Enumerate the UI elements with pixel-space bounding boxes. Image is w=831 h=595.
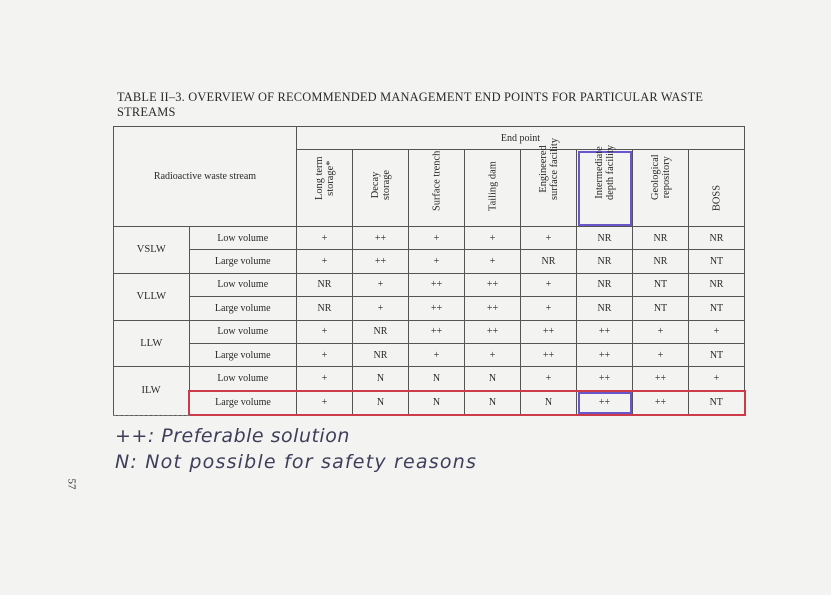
endpoint-cell: + [689,320,745,343]
column-header-label [538,138,560,200]
endpoint-cell: + [633,320,689,343]
column-header-0 [297,150,353,227]
endpoint-cell: NR [577,297,633,320]
endpoint-cell: N [409,367,465,391]
endpoint-cell: NR [633,227,689,250]
management-endpoints-table [113,126,746,416]
endpoint-cell: NR [521,250,577,273]
column-header-label [487,161,498,211]
column-header-7 [689,150,745,227]
table-row [114,367,745,391]
endpoint-cell: ++ [577,391,633,415]
endpoint-cell: N [409,391,465,415]
stream-header: Radioactive waste stream [114,127,297,227]
endpoint-cell: NR [633,250,689,273]
table-row [114,273,745,296]
waste-category: VSLW [114,227,190,274]
endpoint-cell: + [409,227,465,250]
endpoint-cell: + [409,250,465,273]
column-header-label [650,154,672,200]
column-header-line: repository [660,156,672,199]
endpoint-cell: ++ [633,367,689,391]
column-header-label [711,185,722,211]
endpoint-cell: NT [689,391,745,415]
endpoint-cell: ++ [409,297,465,320]
endpoint-cell: N [465,367,521,391]
column-header-line: Engineered [537,145,549,193]
column-header-5 [577,144,633,227]
volume-label: Low volume [189,320,297,343]
endpoint-cell: N [353,391,409,415]
endpoint-cell: + [521,367,577,391]
column-header-label [594,145,616,200]
endpoint-cell: N [465,391,521,415]
waste-category: LLW [114,320,190,367]
handwritten-note-preferable: ++: Preferable solution [115,425,350,447]
column-header-4 [521,137,577,227]
endpoint-cell: + [297,391,353,415]
endpoint-cell: ++ [577,367,633,391]
volume-label: Low volume [189,273,297,296]
endpoint-cell: ++ [409,273,465,296]
column-header-line: Surface trench [431,150,442,211]
column-header-line: Decay [369,171,381,199]
volume-label: Large volume [189,250,297,273]
column-header-label [431,151,442,211]
table-row [114,343,745,366]
endpoint-cell: ++ [409,320,465,343]
endpoint-cell: NR [353,343,409,366]
table-row [114,320,745,343]
endpoint-cell: NT [689,250,745,273]
endpoint-cell: NR [577,250,633,273]
endpoint-cell: NT [689,297,745,320]
table-row [114,297,745,320]
volume-label: Large volume [189,391,297,415]
table-row [114,391,745,415]
waste-category: VLLW [114,273,190,320]
column-header-3 [465,150,521,227]
column-header-line: BOSS [711,185,722,211]
volume-label: Low volume [189,227,297,250]
table-body [114,227,745,416]
column-header-6 [633,150,689,227]
endpoint-cell: ++ [465,273,521,296]
waste-category: ILW [114,367,190,415]
handwritten-note-not-possible: N: Not possible for safety reasons [115,451,478,473]
endpoint-cell: + [465,343,521,366]
endpoint-cell: ++ [465,297,521,320]
endpoint-cell: + [633,343,689,366]
endpoint-cell: NR [689,273,745,296]
column-header-label [370,170,392,200]
column-header-1 [353,150,409,227]
volume-label: Low volume [189,367,297,391]
endpoint-cell: ++ [465,320,521,343]
endpoint-cell: + [409,343,465,366]
endpoint-cell: ++ [353,250,409,273]
endpoint-cell: NR [353,320,409,343]
endpoint-cell: + [689,367,745,391]
endpoint-cell: + [465,227,521,250]
endpoint-cell: + [521,227,577,250]
endpoint-cell: + [297,250,353,273]
endpoint-cell: ++ [577,320,633,343]
endpoint-cell: + [353,297,409,320]
endpoint-cell: NR [297,273,353,296]
column-header-label [314,156,336,200]
column-header-line: Tailing dam [487,161,498,211]
endpoint-cell: ++ [353,227,409,250]
endpoint-cell: NR [577,227,633,250]
endpoint-cell: ++ [577,343,633,366]
column-header-line: surface facility [548,137,560,200]
endpoint-cell: + [465,250,521,273]
endpoint-cell: + [297,367,353,391]
endpoint-cell: + [297,227,353,250]
column-header-line: Geological [649,154,661,200]
column-header-line: Intermediate [593,146,605,199]
column-header-line: storage* [324,160,336,196]
endpoint-cell: + [297,343,353,366]
endpoint-cell: + [521,297,577,320]
endpoint-cell: + [353,273,409,296]
endpoint-cell: N [353,367,409,391]
endpoint-cell: ++ [633,391,689,415]
endpoint-cell: ++ [521,343,577,366]
column-header-line: storage [380,169,392,200]
endpoint-group-header: End point [297,127,745,150]
column-header-line: Long term [313,156,325,200]
table-row [114,250,745,273]
endpoint-cell: + [297,320,353,343]
volume-label: Large volume [189,297,297,320]
endpoint-cell: NR [297,297,353,320]
table-row [114,227,745,250]
column-header-line: depth facility [604,144,616,200]
column-header-2 [409,150,465,227]
volume-label: Large volume [189,343,297,366]
endpoint-cell: NT [633,273,689,296]
page-number: 57 [65,478,78,490]
endpoint-cell: NR [577,273,633,296]
endpoint-cell: NT [633,297,689,320]
endpoint-cell: ++ [521,320,577,343]
table-caption: TABLE II–3. OVERVIEW OF RECOMMENDED MANAGEMENT END POINTS FOR PARTICULAR WASTE STREAMS [117,90,704,119]
dashed-divider [113,415,189,416]
endpoint-cell: NT [689,343,745,366]
endpoint-cell: N [521,391,577,415]
endpoint-cell: NR [689,227,745,250]
endpoint-cell: + [521,273,577,296]
